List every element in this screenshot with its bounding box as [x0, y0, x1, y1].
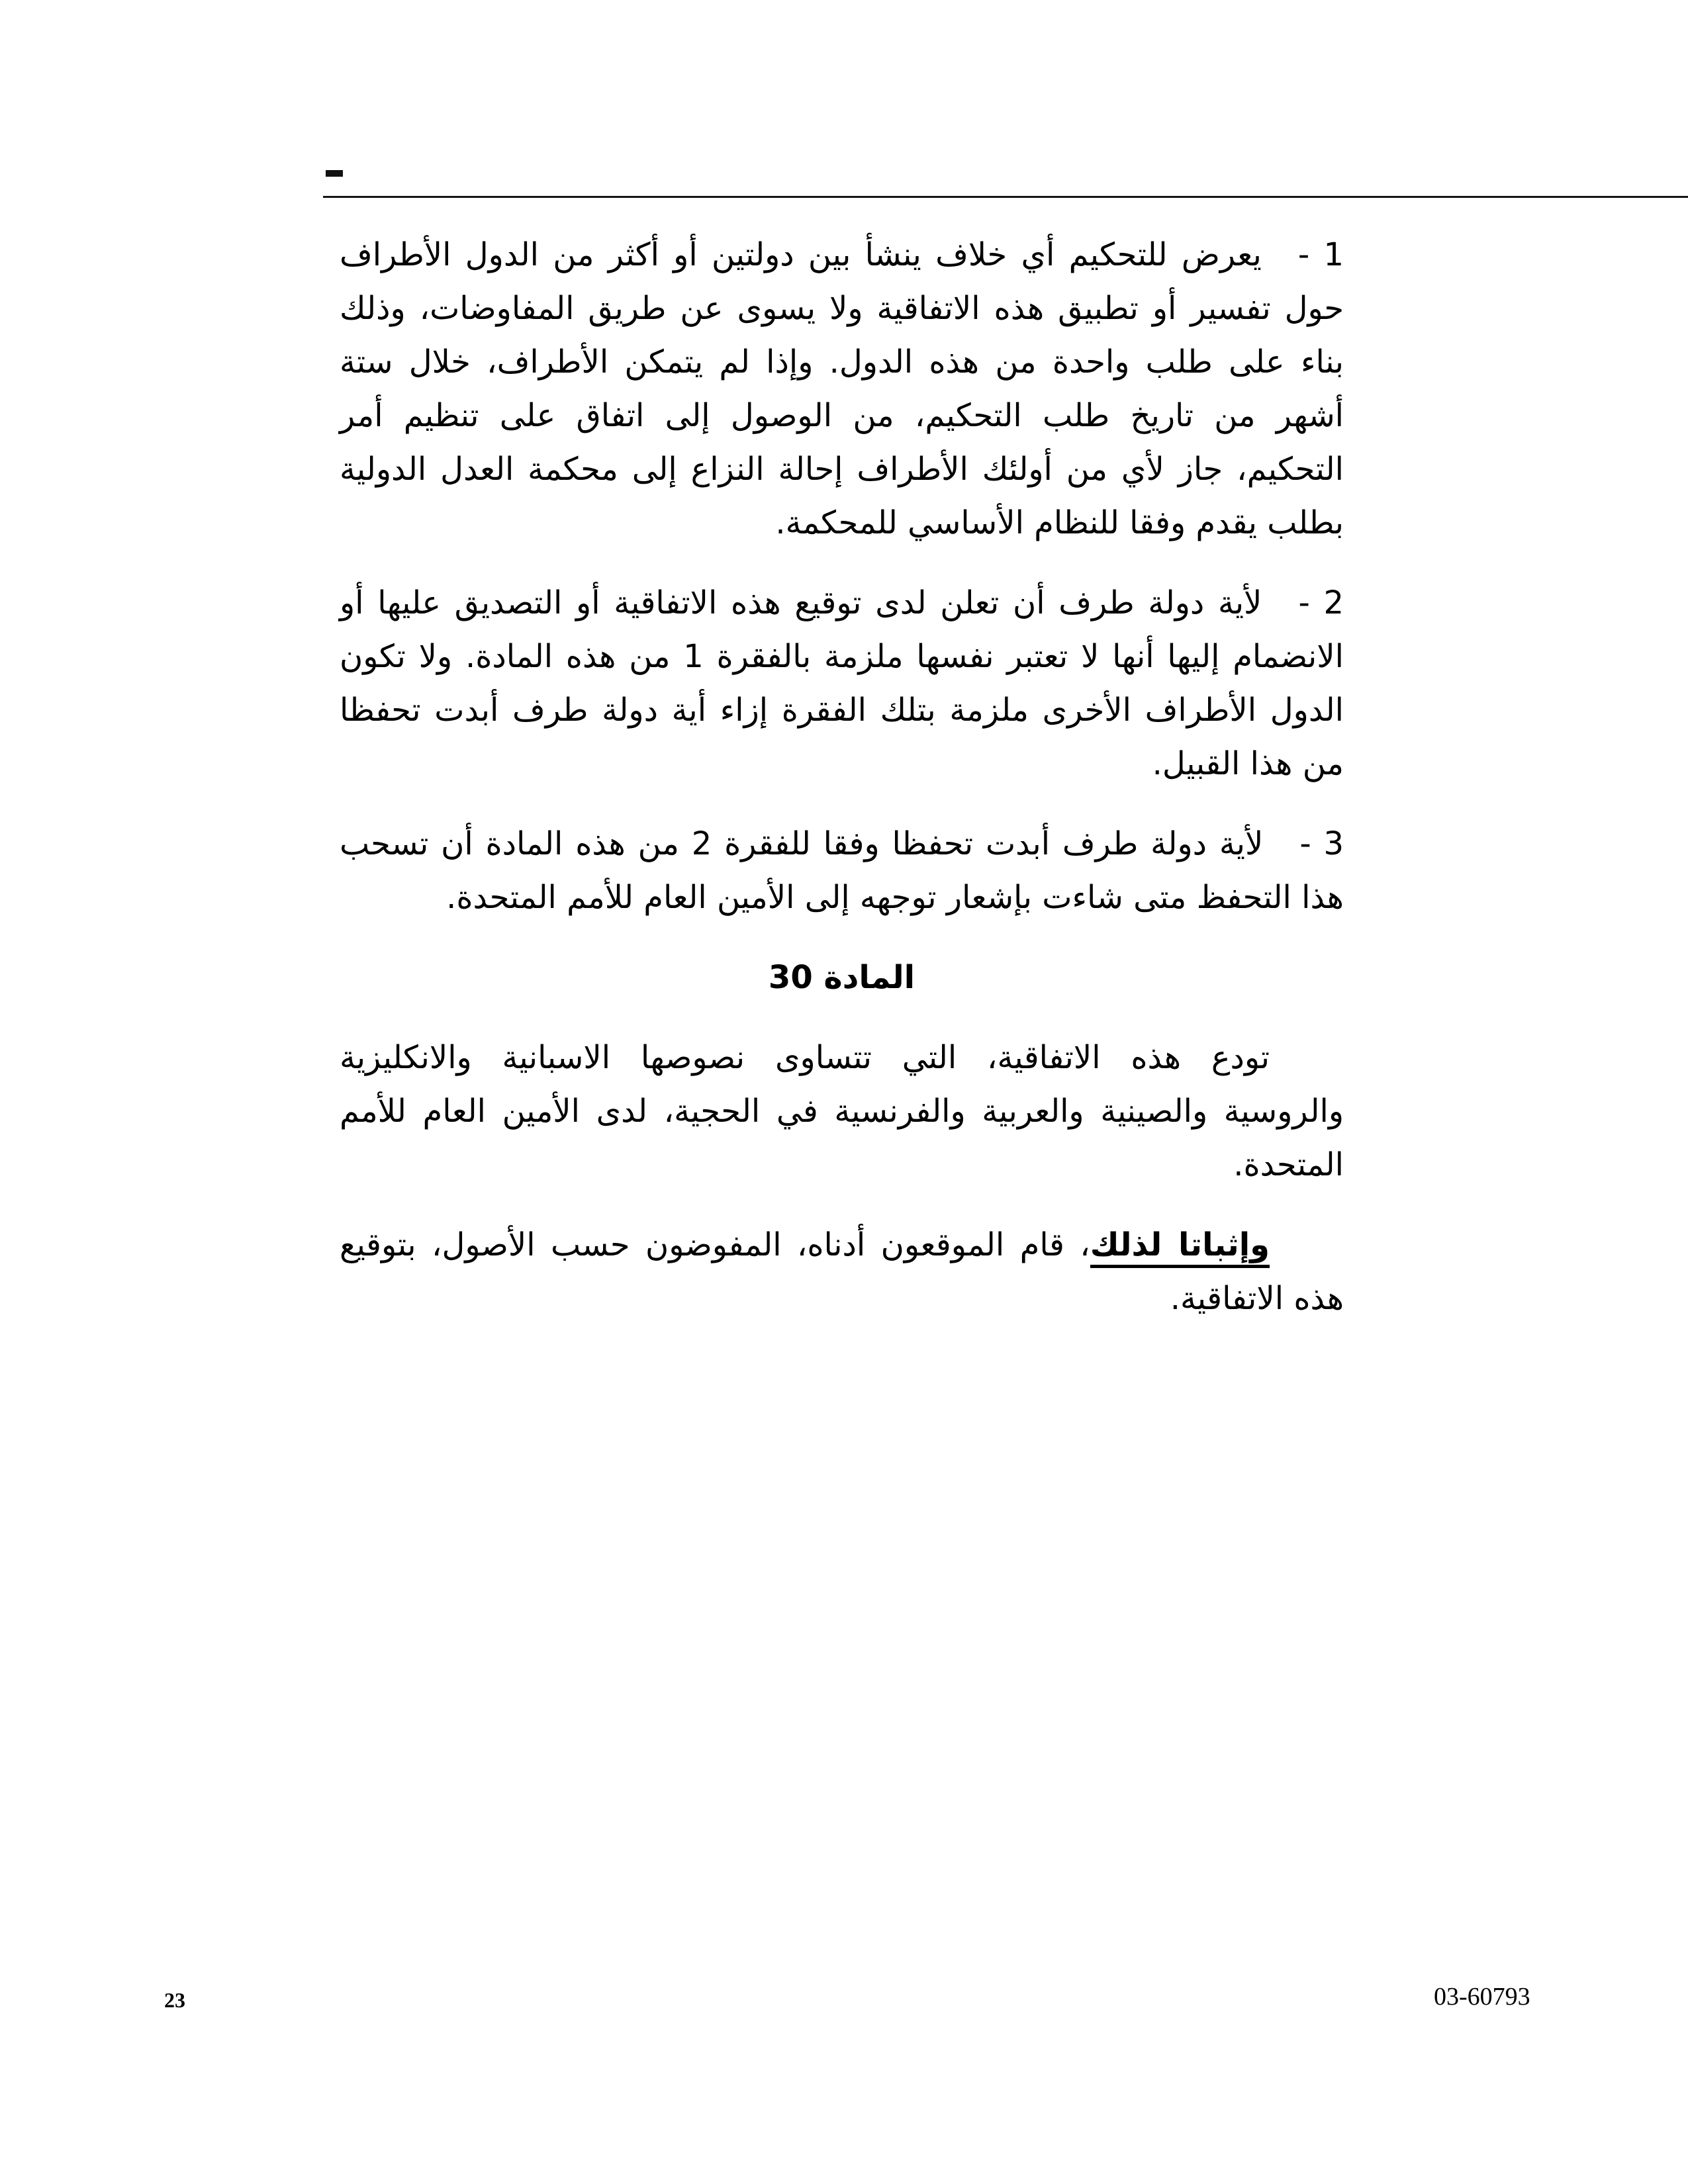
- paragraph: [340, 228, 1344, 550]
- paragraph-line: التحكيم، جاز لأي من أولئك الأطراف إحالة النزاع إلى محكمة العدل الدولية: [340, 451, 1344, 488]
- paragraph: [340, 817, 1344, 925]
- paragraph: [340, 1031, 1344, 1192]
- paragraph-number: 1 -: [1297, 236, 1344, 273]
- paragraph-line: 3 -لأية دولة طرف أبدت تحفظا وفقا للفقرة 2 من هذه المادة أن تسحب: [340, 825, 1344, 862]
- paragraph-line: من هذا القبيل.: [1152, 745, 1344, 782]
- paragraph-line: الدول الأطراف الأخرى ملزمة بتلك الفقرة إزاء أية دولة طرف أبدت تحفظا: [340, 692, 1344, 729]
- header-rule: [323, 196, 1688, 198]
- paragraph-line: بطلب يقدم وفقا للنظام الأساسي للمحكمة.: [775, 504, 1344, 541]
- document-symbol: 03-60793: [1434, 1983, 1530, 2011]
- paragraph: [340, 576, 1344, 791]
- signature-clause-lead: وإثباتا لذلك: [1090, 1226, 1270, 1268]
- paragraph-line: والروسية والصينية والعربية والفرنسية في الحجية، لدى الأمين العام للأمم: [340, 1093, 1344, 1130]
- paragraph-number: 3 -: [1299, 825, 1344, 862]
- paragraph-number: 2 -: [1298, 584, 1344, 621]
- paragraph-line: تودع هذه الاتفاقية، التي تتساوى نصوصها الاسبانية والانكليزية: [340, 1039, 1270, 1076]
- paragraph-line: هذا التحفظ متى شاءت بإشعار توجهه إلى الأمين العام للأمم المتحدة.: [446, 879, 1344, 916]
- margin-dash-mark: [326, 170, 343, 177]
- paragraph-line: حول تفسير أو تطبيق هذه الاتفاقية ولا يسوى عن طريق المفاوضات، وذلك: [340, 290, 1344, 327]
- paragraph-line: وإثباتا لذلك، قام الموقعون أدناه، المفوضون حسب الأصول، بتوقيع: [340, 1218, 1344, 1272]
- paragraph-line: 1 -يعرض للتحكيم أي خلاف ينشأ بين دولتين أو أكثر من الدول الأطراف: [340, 236, 1344, 273]
- paragraph-line: أشهر من تاريخ طلب التحكيم، من الوصول إلى اتفاق على تنظيم أمر: [340, 397, 1344, 434]
- paragraph: [340, 1218, 1344, 1326]
- paragraph-line: الانضمام إليها أنها لا تعتبر نفسها ملزمة بالفقرة 1 من هذه المادة. ولا تكون: [340, 638, 1344, 675]
- paragraph-line: بناء على طلب واحدة من هذه الدول. وإذا لم يتمكن الأطراف، خلال ستة: [340, 343, 1344, 381]
- paragraph-line: المتحدة.: [1233, 1146, 1344, 1183]
- article-heading: المادة 30: [768, 959, 915, 996]
- paragraph-line: هذه الاتفاقية.: [1170, 1280, 1344, 1317]
- paragraph-line: 2 -لأية دولة طرف أن تعلن لدى توقيع هذه الاتفاقية أو التصديق عليها أو: [340, 584, 1344, 621]
- page-number: 23: [164, 1988, 185, 2012]
- document-body: [340, 228, 1344, 1352]
